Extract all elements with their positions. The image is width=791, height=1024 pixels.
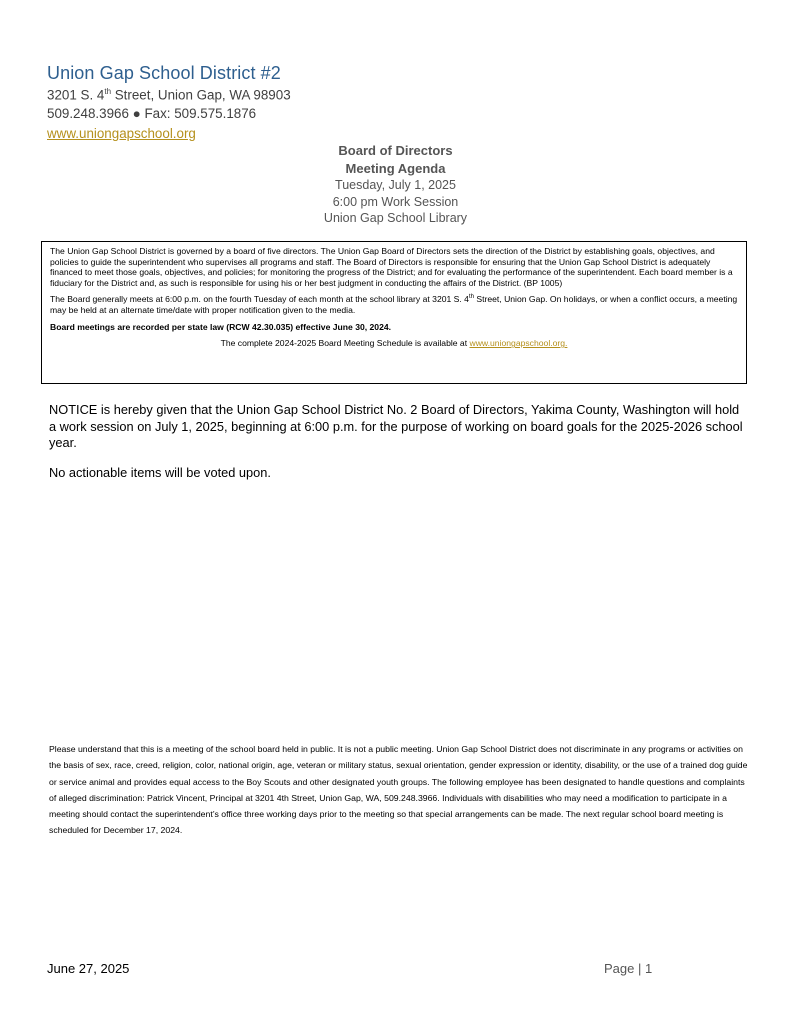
page-number: Page | 1: [604, 961, 653, 976]
meeting-schedule-paragraph: The Board generally meets at 6:00 p.m. on the fourth Tuesday of each month at the school library at 3201 S. 4th Street, Union Gap. On holidays, or when a conflict occurs, a meeting may be held at an alternate time/date with proper notification given to the media.: [50, 294, 738, 315]
district-address: 3201 S. 4th Street, Union Gap, WA 98903: [47, 87, 291, 103]
district-name: Union Gap School District #2: [47, 63, 281, 83]
recording-notice: Board meetings are recorded per state law (RCW 42.30.035) effective June 30, 2024.: [50, 321, 392, 332]
governance-paragraph: The Union Gap School District is governed by a board of five directors. The Union Gap Board of Directors sets the direction of the District by establishing goals, objectives, and policies to guide the superintendent who supervises all programs and staff. The Board of Directors is responsible for ensuring that the Union Gap School District is adequately financed to meet those goals, objectives, and policies; for monitoring the progress of the District; and for evaluating the performance of the superintendent. Each board member is a fiduciary for the District and, as such is responsible for using his or her best judgment in conducting the affairs of the District. (BP 1005): [50, 246, 733, 288]
board-title: Board of Directors: [338, 143, 453, 158]
meeting-location: Union Gap School Library: [323, 211, 468, 225]
meeting-time: 6:00 pm Work Session: [332, 195, 459, 209]
district-phone-fax: 509.248.3966 ● Fax: 509.575.1876: [47, 106, 257, 121]
schedule-availability: The complete 2024-2025 Board Meeting Schedule is available at www.uniongapschool.org.: [220, 338, 568, 349]
nondiscrimination-disclaimer: Please understand that this is a meeting of the school board held in public. It is not a public meeting. Union Gap School District does not discriminate in any programs or activities on the basis of sex, race, creed, religion, color, national origin, age, veteran or military status, sexual orientation, gender expression or identity, disability, or the use of a trained dog guide or service animal and provides equal access to the Boy Scouts and other designated youth groups. The following employee has been designated to handle questions and complaints of alleged discrimination: Patrick Vincent, Principal at 3201 4th Street, Union Gap, WA, 509.248.3966. Individuals with disabilities who may need a modification to participate in a meeting should contact the superintendent’s office three working days prior to the meeting so that special arrangements can be made. The next regular school board meeting is scheduled for December 17, 2024.: [49, 744, 748, 836]
meeting-notice: NOTICE is hereby given that the Union Gap School District No. 2 Board of Directors, Yakima County, Washington will hold a work session on July 1, 2025, beginning at 6:00 p.m. for the purpose of working on board goals for the 2025-2026 school year.: [49, 402, 743, 450]
district-website-link[interactable]: www.uniongapschool.org: [47, 126, 196, 141]
schedule-link[interactable]: www.uniongapschool.org.: [469, 338, 568, 349]
board-info-box: [41, 241, 747, 384]
footer-date: June 27, 2025: [47, 961, 130, 976]
meeting-date: Tuesday, July 1, 2025: [335, 178, 456, 192]
agenda-title: Meeting Agenda: [345, 161, 446, 176]
no-action-statement: No actionable items will be voted upon.: [49, 465, 271, 480]
